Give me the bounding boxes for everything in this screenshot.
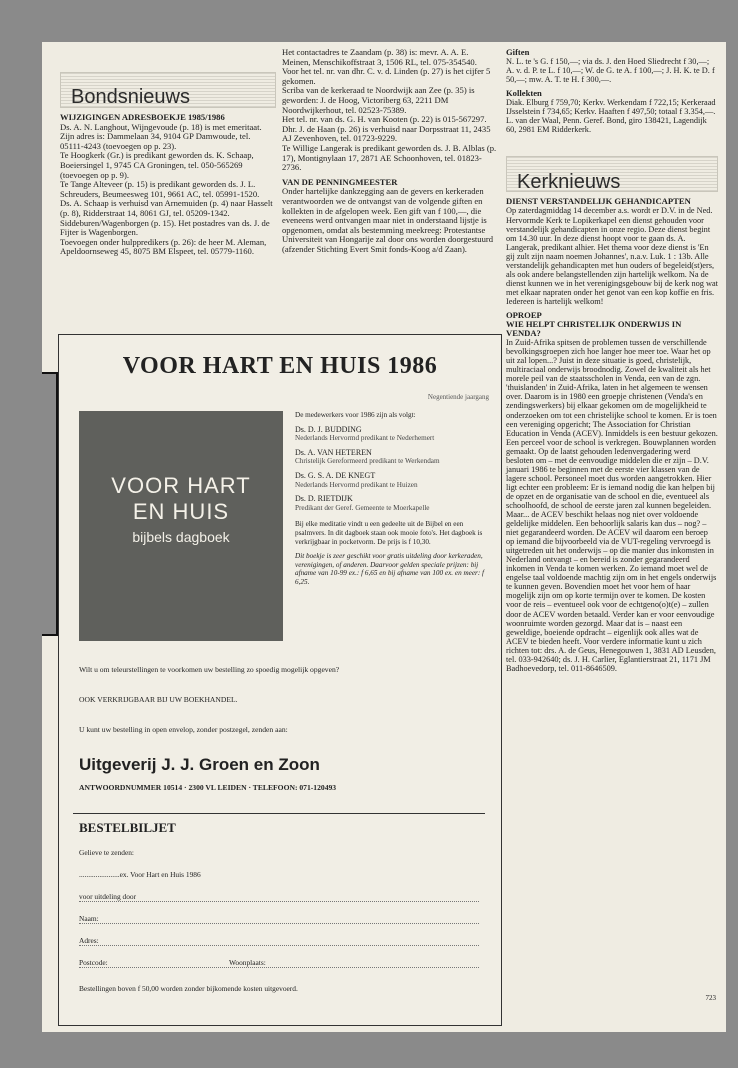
section-banner-kerknieuws [506,156,718,192]
magazine-page [42,42,726,1032]
contributor-name: Ds. D. J. BUDDING [295,424,362,434]
col2-para: Dhr. J. de Haan (p. 26) is verhuisd naar Dorpsstraat 11, 2435 AJ Zevenhoven, tel. 01723-9229. [282,123,491,144]
column-right [506,48,718,673]
col1-para: Te Tange Alteveer (p. 15) is predikant geworden ds. J. L. Schreuders, Beumeesweg 101, 9661 AC, tel. 05991-1520. [60,179,260,199]
penningmeester-text: Onder hartelijke dankzegging aan de gevers en kerkeraden verantwoorden we de ontvangst van de volgende giften en kollekten in de afgelopen week. Een gift van f 100,—, die eveneens werd ontvangen maar niet in onderstaand lijstje is opgenomen, omdat als bestemming meekreeg: Protestantse Universiteit van Hongarije zal door ons worden doorgestuurd (afzender Stichting Evert Smit fonds-Koog a/d Zaan). [282,186,494,254]
ad-title: VOOR HART EN HUIS 1986 [122,353,438,379]
heading-adresboekje: WIJZIGINGEN ADRESBOEKJE 1985/1986 [60,112,225,122]
order-postcode-field[interactable] [79,958,479,968]
col2-para: Het tel. nr. van ds. G. H. van Kooten (p. 22) is 015-567297. [282,114,487,125]
contributor-name: Ds. D. RIETDIJK [295,494,353,504]
heading-kollekten: Kollekten [506,88,542,99]
col2-para: Voor het tel. nr. van dhr. C. v. d. Linden (p. 27) is het cijfer 5 gekomen. [282,66,491,86]
order-form-title: BESTELBILJET [79,820,176,835]
ad-send-note: U kunt uw bestelling in open envelop, zonder postzegel, zenden aan: [79,725,288,734]
section-title-bondsnieuws: Bondsnieuws [71,86,190,109]
order-intro: Gelieve te zenden: [79,848,134,857]
order-address-label: Adres: [79,936,99,945]
giften-text: N. L. te 's G. f 150,—; via ds. J. den Hoed Sliedrecht f 30,—; A. v. d. P. te L. f 10,—; W. de G. te A. f 100,—; J. H. K. te D. f 50,—; mw. A. T. te H. f 300,—. [506,57,715,85]
order-quantity-field[interactable]: ......................ex. Voor Hart en Huis 1986 [79,870,201,879]
publisher-name: Uitgeverij J. J. Groen en Zoon [79,755,320,774]
order-postcode-label: Postcode: [79,958,108,967]
contributor-name: Ds. A. VAN HETEREN [295,447,372,457]
ad-order-note: Wilt u om teleurstellingen te voorkomen uw bestelling zo spoedig mogelijk opgeven? [79,665,340,674]
order-form [73,813,485,1010]
order-address-field[interactable] [79,936,479,946]
col2-para: Scriba van de kerkeraad te Noordwijk aan Zee (p. 35) is geworden: J. de Hoog, Victoriberg 63, 2211 DM Noordwijkerhout, tel. 02523-75389. [282,85,475,115]
col2-para: Het contactadres te Zaandam (p. 38) is: mevr. A. A. E. Meinen, Menschikoffstraat 3, 1506 RL, tel. 075-354540. [282,47,477,67]
contributor-role: Predikant der Geref. Gemeente te Moerkapelle [295,503,430,512]
section-banner-bondsnieuws [60,72,276,108]
ad-details: Bij elke meditatie vindt u een gedeelte uit de Bijbel en een psalmvers. In dit dagboek staan ook mooie foto's. Het dagboek is verkrijgbaar in pocketvorm. De prijs is f 10,30. [295,520,483,546]
cover-line3: bijbels dagboek [132,529,230,545]
ad-contributors [295,411,491,587]
heading-dienst: DIENST VERSTANDELIJK GEHANDICAPTEN [506,196,691,207]
contributors-intro: De medewerkers voor 1986 zijn als volgt: [295,411,416,419]
col1-para: Toevoegen onder hulppredikers (p. 26): de heer M. Aleman, Apeldoornseweg 45, 8075 BM Elspeet, tel. 05779-1160. [60,236,267,257]
section-title-kerknieuws: Kerknieuws [517,171,621,194]
advertisement-box [58,334,502,1026]
order-city-label: Woonplaats: [229,958,266,967]
ad-bookstore-note: OOK VERKRIJGBAAR BIJ UW BOEKHANDEL. [79,695,238,704]
heading-giften: Giften [506,47,530,57]
order-distribution-label: voor uitdeling door [79,892,137,901]
order-name-field[interactable] [79,914,479,924]
oproep-text: In Zuid-Afrika spitsen de problemen tussen de verschillende bevolkingsgroepen zich hoe langer hoe meer toe. Waar het op uit zal lopen...? Juist in deze situatie is goed, christelijk, multiraciaal onderwijs broodnodig. Zowel de kwaliteit als het morele peil van de staatsscholen in Venda, een van de zgn. 'thuislanden' in Zuid-Afrika, laten in het algemeen te wensen over. Daarom is in 1980 een groepje christenen (Venda's en zendingswerkers) bij elkaar gekomen om de mogelijkheid te onderzoeken om tot een christelijke school te komen. Er is toen een vereniging opgericht; The Association for Christian Education in Venda (ACEV). Inmiddels is een bestuur gekozen. Een perceel voor de school is verkregen. Bouwplannen worden gemaakt. Op de laatst gehouden ledenvergadering werd besloten om – met de eenvoudige middelen die er zijn – D.V. januari 1986 te beginnen met de eerste vier klassen van de lagere school. Personeel moet dus worden aangetrokken. Hier ligt echter een probleem: Er is iemand nodig die kan helpen bij de opzet en de organisatie van de school en die, eventueel als schoolhoofd, de school de eerste jaren zal kunnen begeleiden. Maar... de ACEV beschikt helaas nog niet over voldoende geldelijke middelen. Een behoorlijk salaris kan dus – nog? – niet gegarandeerd worden. De ACEV wil daarom een beroep op iemand die bijvoorbeeld via de VUT-regeling vervroegd is uitgetreden uit het onderwijs – op die manier dus inkomsten in Nederland ontvangt – en bereid is zonder gegarandeerd inkomen in Venda te komen werken. Zo iemand moet wel de engelse taal voldoende machtig zijn om in het engels onderwijs te kunnen geven. Bovendien moet het voor hem of haar mogelijk zijn om op korte termijn over te komen. De kosten voor de reis – eventueel ook voor de echtgeno(o)t(e) – zullen door de ACEV worden betaald. Verder kan er voor eenvoudige woonruimte worden gezorgd. Maar dat is – naast een geweldige, boeiende opdracht – eigenlijk ook alles wat de ACEV te bieden heeft. Voor verdere informatie kunt u zich richten tot: drs. A. de Geus, Henegouwen 1, 3831 AD Leusden, tel. 033-942640; ds. J. H. Carlier, Eglantierstraat 21, 1171 JM Badhoevedorp, tel. 011-8646509. [506,338,718,673]
order-name-label: Naam: [79,914,99,923]
order-distribution-field[interactable] [79,892,479,902]
heading-penningmeester: VAN DE PENNINGMEESTER [282,176,398,187]
contributor-role: Nederlands Hervormd predikant te Nederhemert [295,434,435,443]
kollekten-text: Diak. Elburg f 759,70; Kerkv. Werkendam f 722,15; Kerkeraad IJsselstein f 734,65; Kerkv. Haaften f 497,50; totaal f 3.354,—. L. van der Waal, Penn. Geref. Bond, giro 138421, Lagendijk 60, 2981 EM Ridderkerk. [506,98,716,135]
subheading-oproep: WIE HELPT CHRISTELIJK ONDERWIJS IN VENDA? [506,319,682,339]
left-margin-bar [42,372,58,636]
contributor-role: Nederlands Hervormd predikant te Huizen [295,480,418,489]
ad-bulk-pricing: Dit boekje is zeer geschikt voor gratis uitdeling door kerkeraden, verenigingen, of anderen. Daarvoor gelden speciale prijzen: bij afname van 10-99 ex.: f 6,65 en bij afname van 100 ex. en meer: f 6,25. [295,552,485,586]
dienst-text: Op zaterdagmiddag 14 december a.s. wordt er D.V. in de Ned. Hervormde Kerk te Lopikerkapel een dienst gehouden voor verstandelijk gehandicapten in onze regio. Deze dienst begint om 14.30 uur. In deze dienst hoopt voor te gaan ds. A. Langerak, predikant alhier. Het thema voor deze dienst is 'En gij zult zijn naam noemen Johannes', n.a.v. Luk. 1 : 13b. Alle verstandelijk gehandicapten met hun ouders of begeleid(st)ers, als ook andere belangstellenden zijn hartelijk welkom. Na de dienst kunnen we in het verenigingsgebouw bij de kerk nog wat met elkaar napraten onder het genot van een kop koffie en fris. Iedereen is hartelijk welkom! [506,206,718,306]
cover-line2: EN HUIS [132,499,230,524]
col1-para: Siddeburen/Wagenborgen (p. 15). Het postadres van ds. J. de Fijter is Wagenborgen. [60,217,270,238]
contributor-role: Christelijk Gereformeerd predikant te Werkendam [295,457,440,466]
order-footer-note: Bestellingen boven f 50,00 worden zonder bijkomende kosten uitgevoerd. [79,984,298,993]
col2-para: Te Willige Langerak is predikant geworden ds. J. B. Alblas (p. 17), Montignylaan 17, 2871 AE Schoonhoven, tel. 01823-2736. [282,142,497,173]
col1-para: Te Hoogkerk (Gr.) is predikant geworden ds. K. Schaap, Boeiersingel 1, 9745 CA Groningen, tel. 050-565269 (toevoegen op p. 9). [60,150,254,180]
heading-oproep: OPROEP [506,309,542,320]
contributor-name: Ds. G. S. A. DE KNEGT [295,470,376,480]
col1-para: Ds. A. N. Langhout, Wijngevoude (p. 18) is met emeritaat. Zijn adres is: Dammelaan 34, 9104 GP Damwoude, tel. 05111-4243 (toevoegen op p. 23). [60,121,262,151]
page-number: 723 [705,994,716,1002]
cover-line1: VOOR HART [111,473,251,498]
column-middle [282,48,498,254]
col1-para: Ds. A. Schaap is verhuisd van Arnemuiden (p. 4) naar Hasselt (p. 8), Ridderstraat 14, 8061 GJ, tel. 05209-1342. [60,198,273,218]
ad-subtitle: Negentiende jaargang [427,393,489,401]
column-left [60,72,276,257]
book-cover-image [79,411,283,641]
publisher-address: ANTWOORDNUMMER 10514 · 2300 VL LEIDEN · TELEFOON: 071-120493 [79,783,337,792]
